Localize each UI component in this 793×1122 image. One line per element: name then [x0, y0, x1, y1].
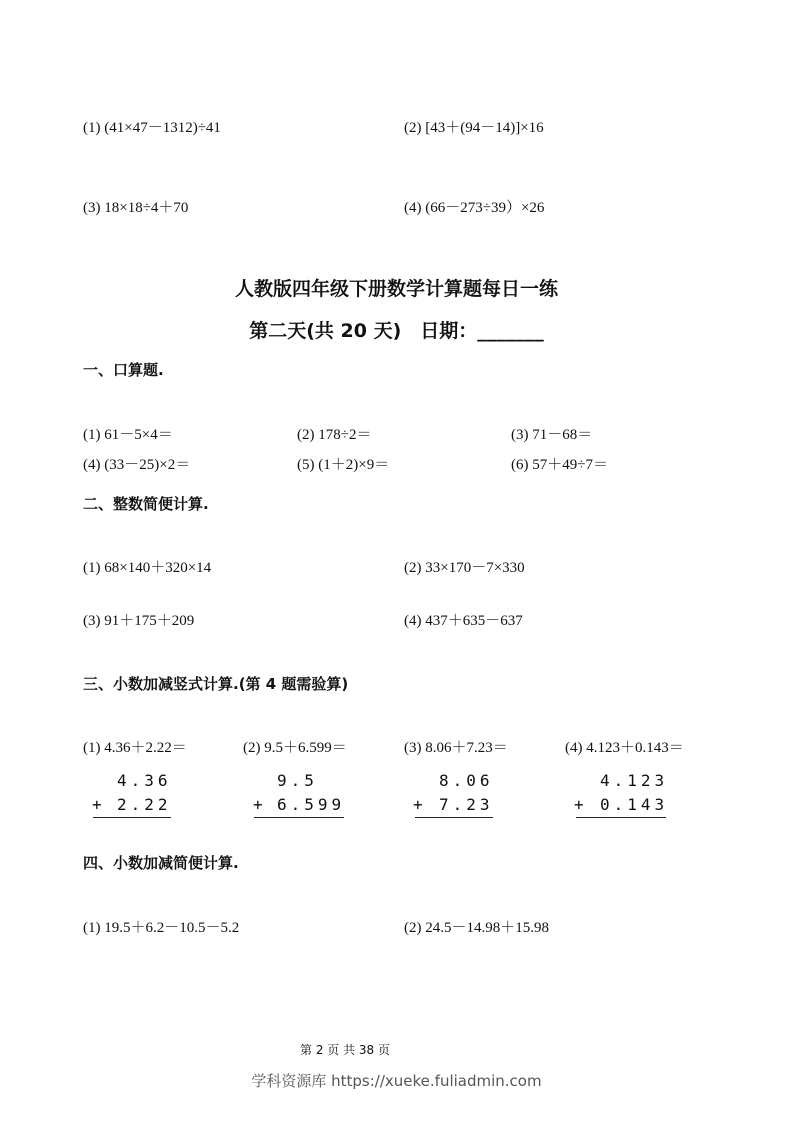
- integer-problem-1: (1) 68×140＋320×14: [83, 560, 212, 576]
- page-subtitle: 第二天(共 20 天) 日期：_______: [249, 320, 544, 342]
- vertical-4-plus-sign: +: [574, 795, 588, 814]
- vertical-2-bottom-number: 6.599: [277, 795, 346, 814]
- vertical-1-top-number: 4.36: [117, 771, 172, 790]
- decimal-simplify-problem-2: (2) 24.5－14.98＋15.98: [404, 920, 549, 936]
- vertical-2-plus-sign: +: [253, 795, 267, 814]
- vertical-2-top-number: 9.5: [277, 771, 318, 790]
- vertical-3-bottom-number: 7.23: [439, 795, 494, 814]
- decimal-simplify-problem-1: (1) 19.5＋6.2－10.5－5.2: [83, 920, 240, 936]
- top-problem-2: (2) [43＋(94－14)]×16: [404, 120, 544, 136]
- top-problem-1: (1) (41×47－1312)÷41: [83, 120, 221, 136]
- section-4-heading: 四、小数加减简便计算.: [83, 854, 239, 872]
- vertical-1-plus-sign: +: [92, 795, 106, 814]
- vertical-4-rule: [576, 817, 666, 818]
- decimal-problem-1: (1) 4.36＋2.22＝: [83, 740, 187, 756]
- vertical-3-rule: [415, 817, 493, 818]
- vertical-3-top-number: 8.06: [439, 771, 494, 790]
- section-3-heading: 三、小数加减竖式计算.(第 4 题需验算): [83, 675, 349, 693]
- top-problem-4: (4) (66－273÷39）×26: [404, 200, 545, 216]
- vertical-1-bottom-number: 2.22: [117, 795, 172, 814]
- oral-problem-5: (5) (1＋2)×9＝: [297, 457, 390, 473]
- decimal-problem-4: (4) 4.123＋0.143＝: [565, 740, 684, 756]
- decimal-problem-3: (3) 8.06＋7.23＝: [404, 740, 508, 756]
- oral-problem-2: (2) 178÷2＝: [297, 427, 372, 443]
- top-problem-3: (3) 18×18÷4＋70: [83, 200, 189, 216]
- decimal-problem-2: (2) 9.5＋6.599＝: [243, 740, 347, 756]
- oral-problem-1: (1) 61－5×4＝: [83, 427, 173, 443]
- oral-problem-3: (3) 71－68＝: [511, 427, 593, 443]
- vertical-2-rule: [254, 817, 344, 818]
- vertical-3-plus-sign: +: [413, 795, 427, 814]
- section-2-heading: 二、整数简便计算.: [83, 495, 209, 513]
- integer-problem-2: (2) 33×170－7×330: [404, 560, 525, 576]
- vertical-4-top-number: 4.123: [600, 771, 669, 790]
- page-title: 人教版四年级下册数学计算题每日一练: [234, 278, 558, 300]
- page-number: 第 2 页 共 38 页: [300, 1043, 390, 1057]
- oral-problem-4: (4) (33－25)×2＝: [83, 457, 191, 473]
- vertical-1-rule: [93, 817, 171, 818]
- section-1-heading: 一、口算题.: [83, 361, 164, 379]
- vertical-4-bottom-number: 0.143: [600, 795, 669, 814]
- integer-problem-4: (4) 437＋635－637: [404, 613, 523, 629]
- integer-problem-3: (3) 91＋175＋209: [83, 613, 195, 629]
- oral-problem-6: (6) 57＋49÷7＝: [511, 457, 608, 473]
- watermark-text: 学科资源库 https://xueke.fuliadmin.com: [251, 1072, 542, 1090]
